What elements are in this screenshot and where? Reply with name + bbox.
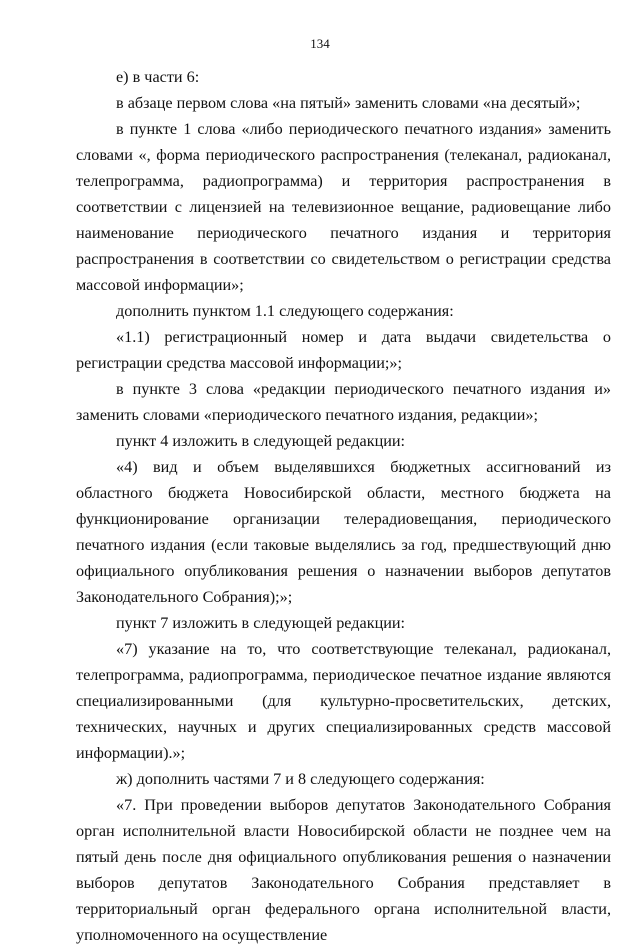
paragraph-add-point-1-1: дополнить пунктом 1.1 следующего содержания: (116, 302, 454, 320)
paragraph-point-4-text: «4) вид и объем выделявшихся бюджетных ассигнований из областного бюджета Новосибирской области, местного бюджета на функционирование организации телерадиовещания, периодического печатного издания (если таковые выделялись за год, предшествующий дню официального опубликования решения о назначении выборов депутатов Законодательного Собрания);»; (76, 458, 611, 606)
paragraph-point-1: в пункте 1 слова «либо периодического печатного издания» заменить словами «, форма периодического распространения (телеканал, радиоканал, телепрограмма, радиопрограмма) и территория распространения в соответствии с лицензией на телевизионное вещание, радиовещание либо наименование периодического печатного издания и территория распространения в соответствии со свидетельством о регистрации средства массовой информации»; (76, 120, 611, 294)
paragraph-first-abzats: в абзаце первом слова «на пятый» заменить словами «на десятый»; (116, 94, 581, 112)
paragraph-point-4-intro: пункт 4 изложить в следующей редакции: (116, 432, 406, 450)
paragraph-point-7-text: «7) указание на то, что соответствующие телеканал, радиоканал, телепрограмма, радиопрограмма, периодическое печатное издание являются специализированными (для культурно-просветительских, детских, технических, научных и других специализированных средств массовой информации).»; (76, 640, 611, 762)
paragraph-part-e: е) в части 6: (116, 68, 200, 86)
paragraph-part-7-text: «7. При проведении выборов депутатов Законодательного Собрания орган исполнительной власти Новосибирской области не позднее чем на пятый день после дня официального опубликования решения о назначении выборов депутатов Законодательного Собрания представляет в территориальный орган федерального органа исполнительной власти, уполномоченного на осуществление (76, 796, 611, 944)
paragraph-part-zh: ж) дополнить частями 7 и 8 следующего содержания: (116, 770, 485, 788)
paragraph-point-7-intro: пункт 7 изложить в следующей редакции: (116, 614, 406, 632)
paragraph-point-1-1-text: «1.1) регистрационный номер и дата выдачи свидетельства о регистрации средства массовой информации;»; (76, 328, 611, 372)
paragraph-point-3: в пункте 3 слова «редакции периодического печатного издания и» заменить словами «периодического печатного издания, редакции»; (76, 380, 611, 424)
page-number: 134 (310, 36, 330, 51)
document-body (76, 64, 611, 948)
